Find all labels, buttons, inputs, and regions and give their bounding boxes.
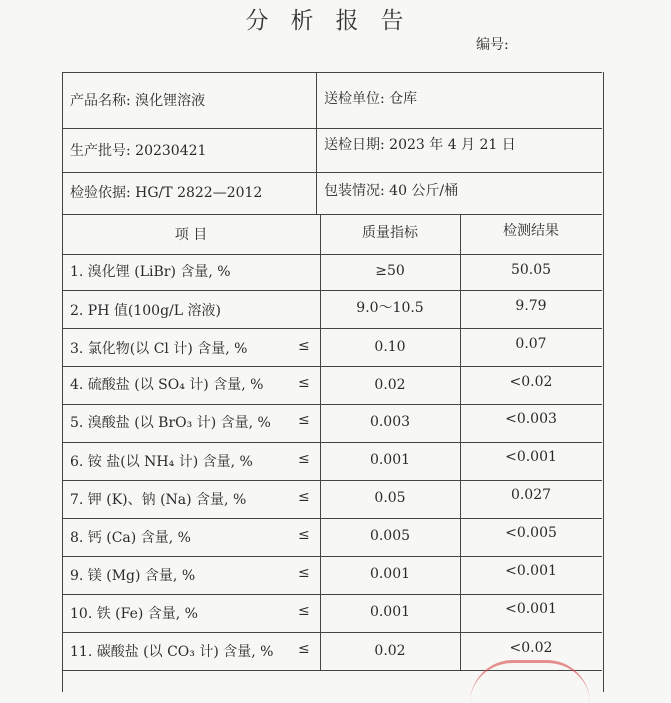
inequality-sign: ≤ xyxy=(298,338,310,354)
inequality-sign: ≤ xyxy=(298,375,310,391)
table-row-standard: 0.001 xyxy=(369,452,411,468)
table-row-standard: 0.001 xyxy=(369,604,411,620)
packaging-info: 包装情况: 40 公斤/桶 xyxy=(324,183,459,199)
divider xyxy=(62,172,602,173)
table-row-item: 4. 硫酸盐 (以 SO₄ 计) 含量, % xyxy=(70,377,264,393)
table-row-standard: 0.02 xyxy=(374,377,406,393)
inequality-sign: ≤ xyxy=(298,527,310,543)
divider xyxy=(62,480,602,481)
inequality-sign: ≤ xyxy=(298,641,310,657)
table-row-result: 0.07 xyxy=(515,336,547,352)
table-row-item: 2. PH 值(100g/L 溶液) xyxy=(70,303,221,319)
table-row-standard: 9.0～10.5 xyxy=(356,300,424,316)
inequality-sign: ≤ xyxy=(298,603,310,619)
divider xyxy=(62,442,602,443)
table-row-item: 1. 溴化锂 (LiBr) 含量, % xyxy=(70,264,231,280)
inequality-sign: ≤ xyxy=(298,412,310,428)
table-row-item: 6. 铵 盐(以 NH₄ 计) 含量, % xyxy=(70,454,253,470)
inequality-sign: ≤ xyxy=(298,451,310,467)
inspection-date: 送检日期: 2023 年 4 月 21 日 xyxy=(324,137,516,153)
divider xyxy=(62,594,602,595)
divider xyxy=(62,290,602,291)
inequality-sign: ≤ xyxy=(298,489,310,505)
divider xyxy=(62,128,602,129)
report-title: 分析报告 xyxy=(245,8,426,34)
table-row-result: <0.001 xyxy=(505,601,557,617)
table-row-result: 9.79 xyxy=(515,298,547,314)
column-header-item: 项 目 xyxy=(174,227,208,243)
table-row-result: <0.005 xyxy=(505,525,557,541)
table-row-result: <0.02 xyxy=(509,640,553,656)
table-row-standard: 0.005 xyxy=(369,528,411,544)
table-row-standard: 0.001 xyxy=(369,566,411,582)
info-column-divider xyxy=(316,72,317,214)
table-row-result: 0.027 xyxy=(510,487,552,503)
divider xyxy=(62,518,602,519)
divider xyxy=(62,632,602,633)
divider xyxy=(62,366,602,367)
table-row-result: <0.001 xyxy=(505,449,557,465)
table-row-result: 50.05 xyxy=(510,262,552,278)
table-row-item: 8. 钙 (Ca) 含量, % xyxy=(70,530,191,546)
column-header-standard: 质量指标 xyxy=(362,225,418,241)
table-row-item: 3. 氯化物(以 Cl 计) 含量, % xyxy=(70,341,248,357)
table-row-standard: 0.02 xyxy=(374,643,406,659)
inspection-basis: 检验依据: HG/T 2822—2012 xyxy=(70,185,263,201)
table-row-item: 11. 碳酸盐 (以 CO₃ 计) 含量, % xyxy=(70,644,274,660)
table-row-standard: 0.003 xyxy=(369,414,411,430)
table-row-standard: 0.05 xyxy=(374,490,406,506)
table-row-result: <0.003 xyxy=(505,411,557,427)
product-name: 产品名称: 溴化锂溶液 xyxy=(70,93,206,109)
table-row-item: 9. 镁 (Mg) 含量, % xyxy=(70,568,196,584)
divider xyxy=(62,254,602,255)
table-row-result: <0.001 xyxy=(505,563,557,579)
table-row-item: 5. 溴酸盐 (以 BrO₃ 计) 含量, % xyxy=(70,415,271,431)
table-row-item: 7. 钾 (K)、钠 (Na) 含量, % xyxy=(70,492,247,508)
table-row-result: <0.02 xyxy=(509,374,553,390)
table-border-top xyxy=(62,72,602,73)
batch-number: 生产批号: 20230421 xyxy=(70,143,207,159)
divider xyxy=(62,404,602,405)
table-row-standard: 0.10 xyxy=(374,339,406,355)
divider xyxy=(62,556,602,557)
table-row-item: 10. 铁 (Fe) 含量, % xyxy=(70,606,198,622)
inspection-unit: 送检单位: 仓库 xyxy=(324,91,418,107)
divider xyxy=(62,214,602,215)
inequality-sign: ≤ xyxy=(298,565,310,581)
divider xyxy=(62,328,602,329)
table-row-standard: ≥50 xyxy=(375,263,405,279)
serial-number-label: 编号: xyxy=(476,37,509,53)
column-header-result: 检测结果 xyxy=(503,223,559,239)
